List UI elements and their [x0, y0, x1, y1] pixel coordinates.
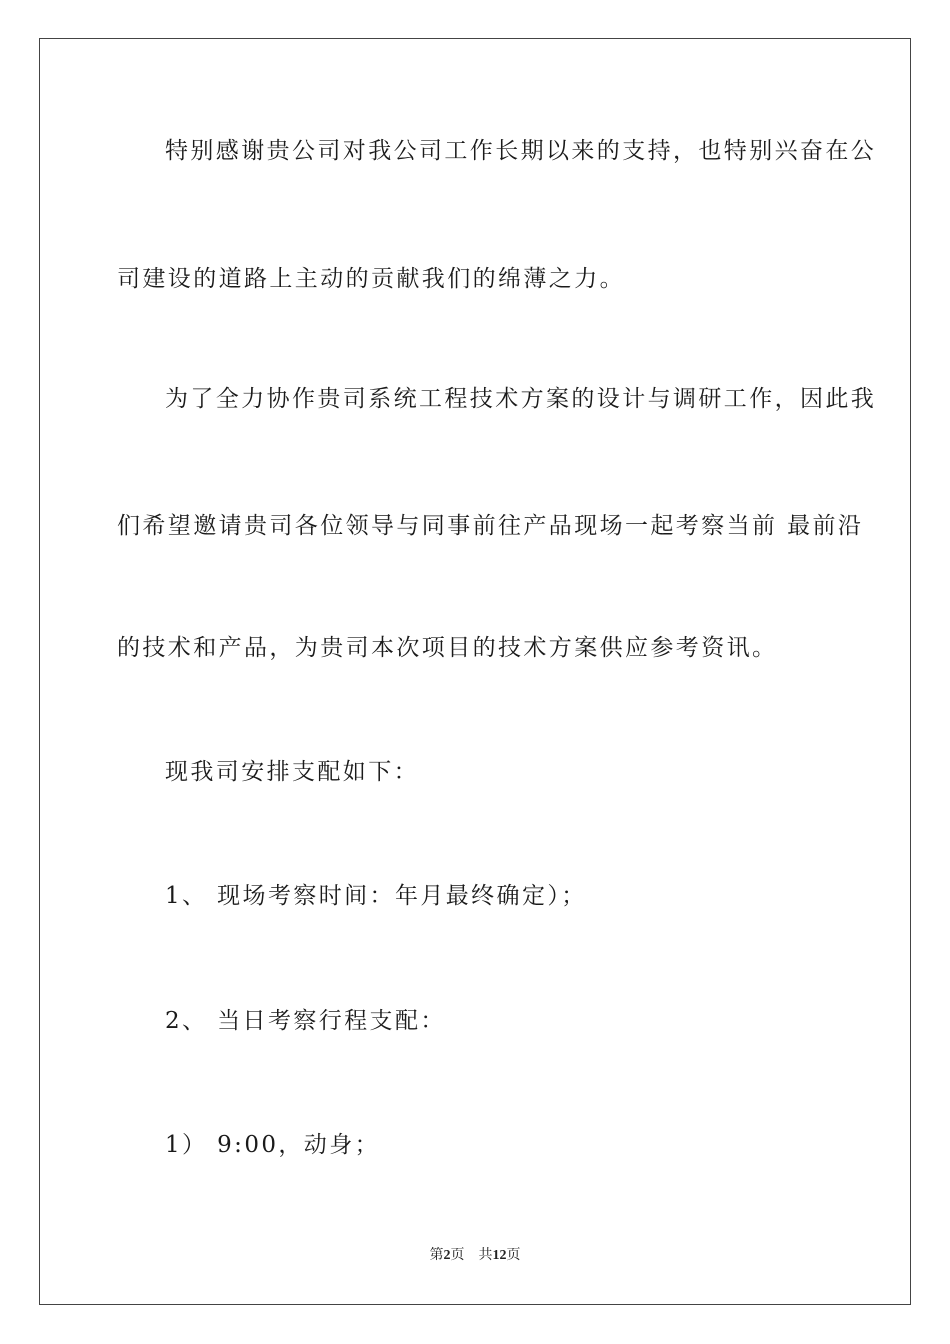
arrangement-heading: 现我司安排支配如下：: [165, 759, 419, 785]
paragraph-line-2: 司建设的道路上主动的贡献我们的绵薄之力。: [117, 266, 625, 292]
schedule-item-1: 1） 9:00，动身；: [165, 1132, 380, 1158]
list-item-2: 2、 当日考察行程支配：: [165, 1008, 446, 1034]
list-item-1: 1、 现场考察时间：年月最终确定）；: [165, 883, 587, 909]
paragraph-line-1: 特别感谢贵公司对我公司工作长期以来的支持，也特别兴奋在公: [165, 138, 877, 164]
paragraph-line-5: 的技术和产品，为贵司本次项目的技术方案供应参考资讯。: [117, 635, 778, 661]
paragraph-line-3: 为了全力协作贵司系统工程技术方案的设计与调研工作，因此我: [165, 386, 877, 412]
page-number: 2: [443, 1248, 451, 1263]
total-suffix: 页: [506, 1248, 521, 1263]
paragraph-line-4: 们希望邀请贵司各位领导与同事前往产品现场一起考察当前 最前沿: [117, 513, 864, 539]
page-prefix: 第: [429, 1248, 444, 1263]
page-border: [39, 38, 911, 1305]
page-footer: [0, 1247, 950, 1265]
total-pages: 12: [492, 1248, 507, 1263]
page-suffix: 页: [450, 1248, 465, 1263]
total-prefix: 共: [478, 1248, 493, 1263]
